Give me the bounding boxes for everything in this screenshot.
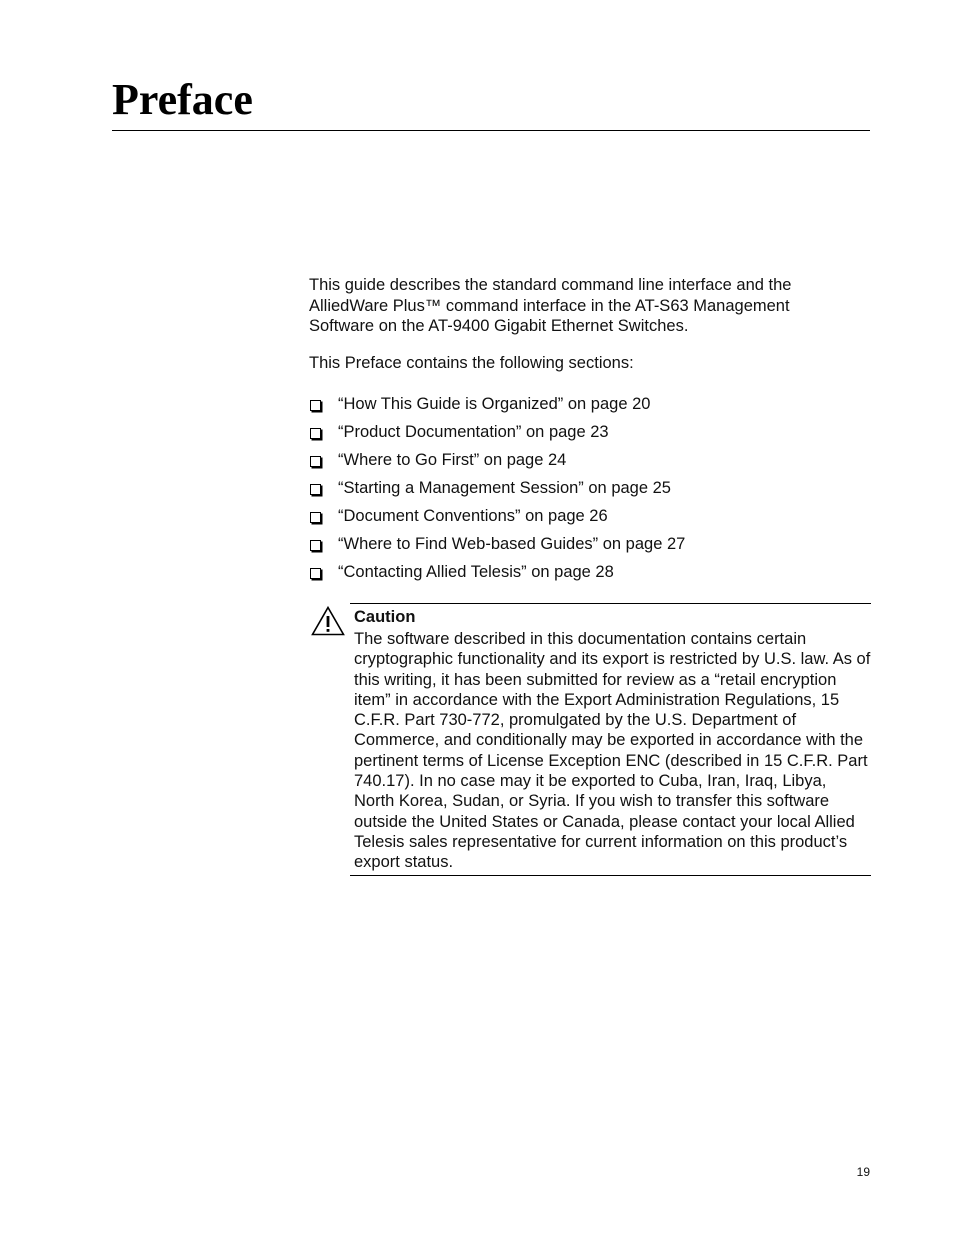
section-link[interactable]: “Starting a Management Session” on page 25 xyxy=(338,479,671,497)
intro-paragraph: This guide describes the standard command line interface and the AlliedWare Plus™ command interface in the AT-S63 Management Software on the AT-9400 Gigabit Ethernet Switches. xyxy=(309,276,792,335)
section-link[interactable]: “Where to Go First” on page 24 xyxy=(338,451,567,469)
warning-triangle-icon xyxy=(311,606,345,636)
caution-text: The software described in this documentation contains certain cryptographic functionality and its export is restricted by U.S. law. As of this writing, it has been submitted for review as a “retail encryption item” in accordance with the Export Administration Regulations, 15 C.F.R. Part 730-772, promulgated by the U.S. Department of Commerce, and conditionally may be exported in accordance with the pertinent terms of License Exception ENC (described in 15 C.F.R. Part 740.17). In no case may it be exported to Cuba, Iran, Iraq, Libya, North Korea, Sudan, or Syria. If you wish to transfer this software outside the United States or Canada, please contact your local Allied Telesis sales representative for current information on this product’s export status. xyxy=(354,630,871,872)
section-link[interactable]: “Contacting Allied Telesis” on page 28 xyxy=(338,563,614,581)
list-item[interactable] xyxy=(309,502,685,530)
page-title: Preface xyxy=(112,75,253,124)
section-link[interactable]: “How This Guide is Organized” on page 20 xyxy=(338,395,651,413)
caution-top-rule xyxy=(350,603,871,604)
caution-box xyxy=(311,603,871,876)
section-list xyxy=(309,390,685,586)
checkbox-bullet-icon xyxy=(310,512,321,523)
checkbox-bullet-icon xyxy=(310,540,321,551)
list-item[interactable] xyxy=(309,418,685,446)
list-item[interactable] xyxy=(309,474,685,502)
checkbox-bullet-icon xyxy=(310,400,321,411)
page-number: 19 xyxy=(856,1165,870,1179)
list-item[interactable] xyxy=(309,446,685,474)
list-item[interactable] xyxy=(309,530,685,558)
caution-heading: Caution xyxy=(354,608,416,626)
sections-intro: This Preface contains the following sections: xyxy=(309,354,634,372)
title-rule xyxy=(112,130,870,131)
section-link[interactable]: “Document Conventions” on page 26 xyxy=(338,507,608,525)
section-link[interactable]: “Product Documentation” on page 23 xyxy=(338,423,609,441)
checkbox-bullet-icon xyxy=(310,428,321,439)
checkbox-bullet-icon xyxy=(310,484,321,495)
list-item[interactable] xyxy=(309,558,685,586)
caution-bottom-rule xyxy=(350,875,871,876)
checkbox-bullet-icon xyxy=(310,456,321,467)
section-link[interactable]: “Where to Find Web-based Guides” on page 27 xyxy=(338,535,686,553)
checkbox-bullet-icon xyxy=(310,568,321,579)
list-item[interactable] xyxy=(309,390,685,418)
